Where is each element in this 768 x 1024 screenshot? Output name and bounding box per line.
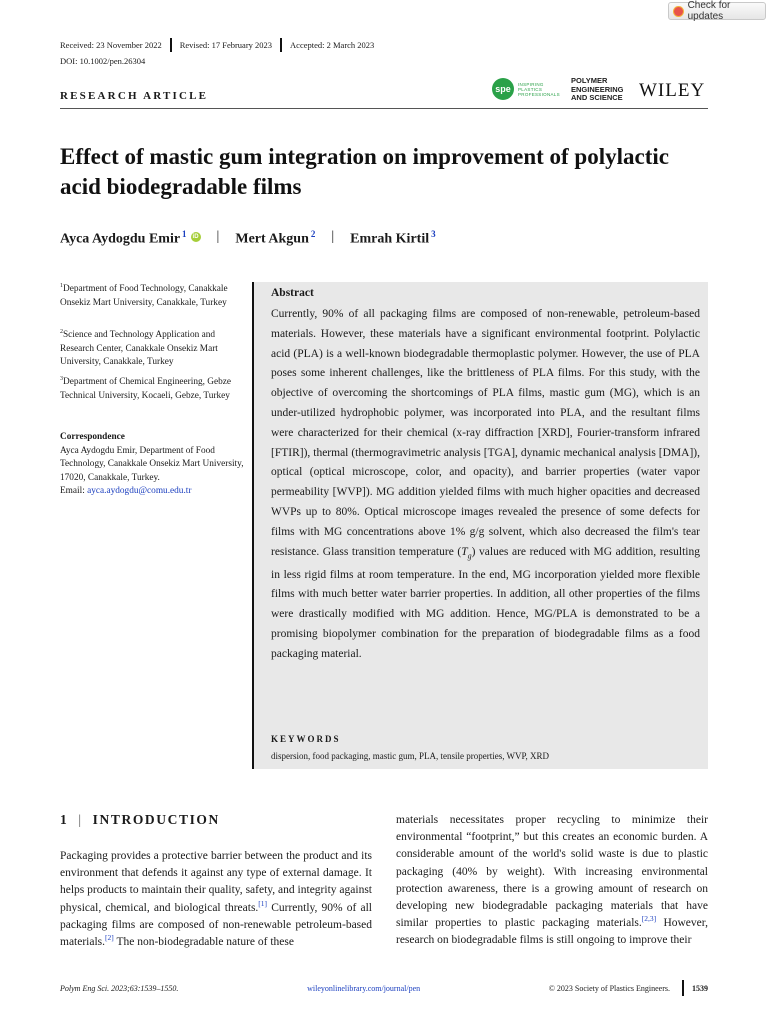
affiliation: $^3$Department of Chemical Engineering, Gebze Technical University, Kocaeli, Gebze, Turkey	[60, 376, 232, 401]
correspondence-text: Ayca Aydogdu Emir, Department of Food Technology, Canakkale Onsekiz Mart University, 17020, Canakkale, Turkey.	[60, 445, 244, 483]
author-list	[60, 229, 436, 248]
header-rule	[60, 108, 708, 109]
journal-reference: Polym Eng Sci. 2023;63:1539–1550.	[60, 983, 179, 993]
journal-logo: POLYMER ENGINEERING AND SCIENCE	[571, 76, 624, 102]
divider	[170, 38, 172, 52]
abstract-text: Currently, 90% of all packaging films are composed of non-renewable, petroleum-based materials. However, these materials have a significant environmental footprint. Polylactic acid (PLA) is a well-known biodegradable thermoplastic polymer. However, the use of PLA poses some inherent challenges, like the brittleness of PLA films. For this study, with the objective of overcoming the shortcomings of PLA films, mastic gum (MG), which is an under-utilized hydrophobic polymer, was incorporated into PLA, and the resultant films were characterized for their chemical (x-ray diffraction [XRD], Fourier-transform infrared [FTIR]), thermal (thermogravimetric analysis [TGA], dynamic mechanical analysis [DMA]), optical (optical microscope, color, and opacity), and barrier properties (water vapor permeability [WVP]). MG addition yielded films with much higher opacities and decreased WVPs up to 80%. Optical microscope images revealed the presence of some defects for films with MG concentrations above 1% g/g solvent, which also decreased the film's tear resistance. Glass transition temperature $(T_g)$ values are reduced with MG addition, resulting in less rigid films at room temperature. In the end, MG incorporation yielded more flexible films with much better water barrier properties. In addition, all other properties of the films were drastically modified with MG addition. Hence, MG/PLA is demonstrated to be a promising biopolymer combination for the preparation of biodegradable films as a food packaging material.	[271, 308, 700, 660]
citation-link[interactable]: [1]	[258, 898, 268, 908]
page-number: 1539	[692, 983, 708, 993]
author-separator: |	[331, 229, 335, 244]
email-link[interactable]: ayca.aydogdu@comu.edu.tr	[87, 486, 192, 496]
copyright: © 2023 Society of Plastics Engineers.	[548, 983, 670, 993]
spe-logo	[492, 78, 560, 100]
body-text-left: Packaging provides a protective barrier between the product and its environment that defends it against any type of external damage. It helps products to maintain their quality, safety, and integrity against physical, chemical, and biological threats.[1] Currently, 90% of all packaging films are composed of non-renewable petroleum-based materials.[2] The non-biodegradable nature of these	[60, 850, 372, 949]
author[interactable]: Emrah Kirtil $^3$	[350, 229, 436, 247]
keywords-heading: KEYWORDS	[271, 734, 341, 744]
article-title: Effect of mastic gum integration on improvement of polylactic acid biodegradable films	[60, 144, 669, 199]
divider	[682, 980, 684, 996]
author-separator: |	[216, 229, 220, 244]
crossmark-icon	[673, 6, 684, 17]
abstract-heading: Abstract	[271, 287, 314, 299]
check-for-updates-label: Check for updates	[687, 0, 731, 22]
journal-url[interactable]: wileyonlinelibrary.com/journal/pen	[307, 983, 421, 993]
correspondence: Correspondence Ayca Aydogdu Emir, Department of Food Technology, Canakkale Onsekiz Mart University, 17020, Canakkale, Turkey. Email: ayca.aydogdu@comu.edu.tr	[60, 431, 250, 499]
author[interactable]: Ayca Aydogdu Emir $^1$	[60, 229, 187, 247]
article-type: RESEARCH ARTICLE	[60, 90, 209, 102]
doi: DOI: 10.1002/pen.26304	[60, 56, 146, 66]
received-date: Received: 23 November 2022	[60, 40, 162, 50]
affiliation: $^1$Department of Food Technology, Canakkale Onsekiz Mart University, Canakkale, Turkey	[60, 283, 228, 308]
spe-mark: spe	[492, 78, 514, 100]
accepted-date: Accepted: 2 March 2023	[290, 40, 375, 50]
publisher-logo: WILEY	[639, 80, 706, 101]
revised-date: Revised: 17 February 2023	[179, 40, 273, 50]
citation-link[interactable]: [2,3]	[641, 914, 657, 924]
affiliation: $^2$Science and Technology Application and Research Center, Canakkale Onsekiz Mart University, Canakkale, Turkey	[60, 329, 218, 368]
check-for-updates-button[interactable]	[668, 2, 766, 20]
spe-tagline: INSPIRING PLASTICS PROFESSIONALS	[518, 81, 560, 97]
body-text-right: materials necessitates proper recycling to minimize their environmental “footprint,” but this creates an economic burden. A considerable amount of the world's solid waste is due to plastic packaging (40% by weight). With increasing environmental protection awareness, there is a growing amount of research on developing new biodegradable packaging materials that have similar properties to plastic packaging materials.[2,3] However, research on biodegradable films is still ongoing to improve their	[396, 814, 709, 947]
section-heading: 1 | INTRODUCTION	[60, 812, 220, 827]
page-footer	[60, 980, 708, 996]
author[interactable]: Mert Akgun $^2$	[235, 229, 316, 247]
divider	[280, 38, 282, 52]
citation-link[interactable]: [2]	[105, 933, 114, 943]
keywords-text: dispersion, food packaging, mastic gum, PLA, tensile properties, WVP, XRD	[271, 751, 550, 761]
dates-line	[60, 38, 374, 52]
orcid-icon[interactable]: iD	[192, 234, 199, 240]
correspondence-heading: Correspondence	[60, 432, 125, 442]
